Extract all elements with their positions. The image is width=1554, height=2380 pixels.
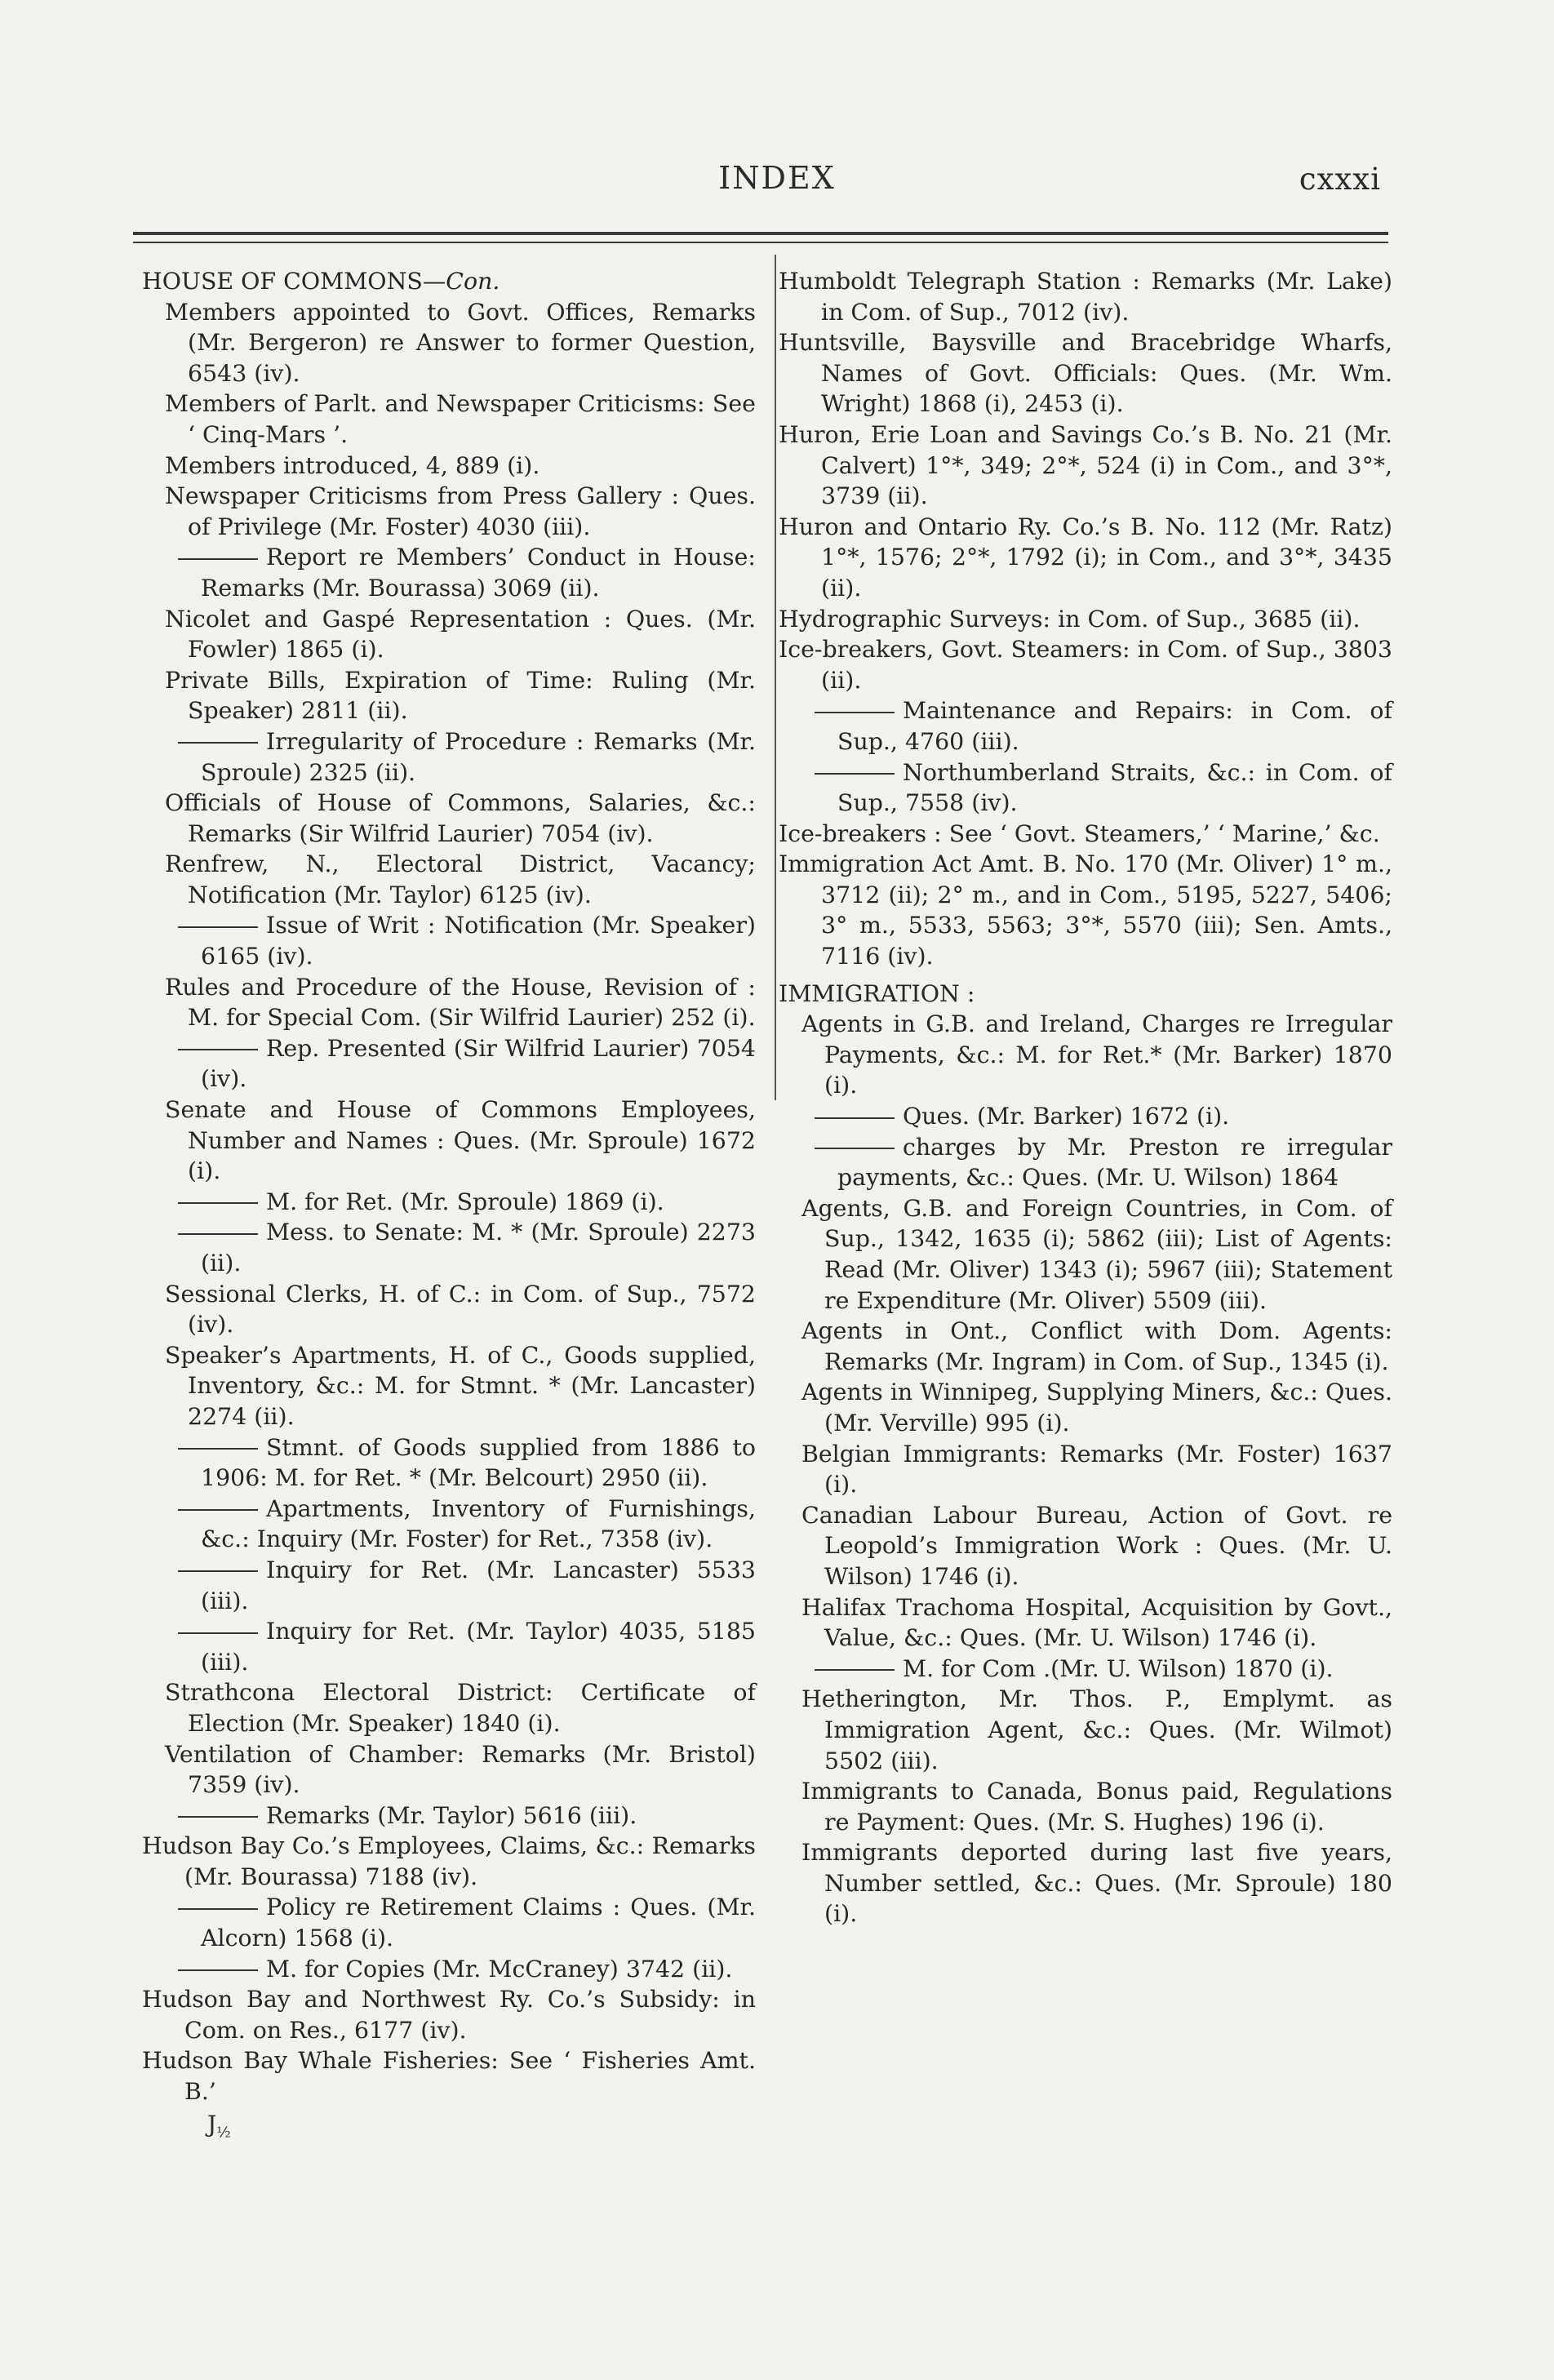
subentry-text: Issue of Writ : Notification (Mr. Speaker) 6165 (iv). [201, 912, 756, 970]
index-entry: Agents in G.B. and Ireland, Charges re Irregular Payments, &c.: M. for Ret.* (Mr. Barker) 1870 (i). [801, 1010, 1392, 1099]
left-column [142, 266, 756, 2147]
index-entry: Strathcona Electoral District: Certificate of Election (Mr. Speaker) 1840 (i). [165, 1679, 756, 1737]
index-entry: Huron and Ontario Ry. Co.’s B. No. 112 (Mr. Ratz) 1°*, 1576; 2°*, 1792 (i); in Com., and 3°*, 3435 (ii). [779, 513, 1392, 602]
subentry-text: Remarks (Mr. Taylor) 5616 (iii). [266, 1801, 637, 1829]
index-entry: Ventilation of Chamber: Remarks (Mr. Bristol) 7359 (iv). [165, 1740, 756, 1799]
index-entry: Agents, G.B. and Foreign Countries, in Com. of Sup., 1342, 1635 (i); 5862 (iii); List of Agents: Read (Mr. Oliver) 1343 (i); 5967 (iii); Statement re Expenditure (Mr. Oliver) 5509 (iii). [801, 1194, 1392, 1314]
index-entry: Agents in Ont., Conflict with Dom. Agents: Remarks (Mr. Ingram) in Com. of Sup., 1345 (i). [801, 1317, 1392, 1375]
subentry-text: Irregularity of Procedure : Remarks (Mr. Sproule) 2325 (ii). [201, 727, 756, 786]
ditto-dash [178, 1969, 258, 1971]
index-subentry [142, 910, 756, 971]
signature-mark [207, 2111, 756, 2147]
index-subentry [142, 1432, 756, 1494]
right-column [779, 266, 1392, 1929]
index-entry: Hydrographic Surveys: in Com. of Sup., 3685 (ii). [779, 605, 1361, 633]
index-entry: Halifax Trachoma Hospital, Acquisition by Govt., Value, &c.: Ques. (Mr. U. Wilson) 1746 (i). [801, 1593, 1392, 1652]
subentry-text: Mess. to Senate: M. * (Mr. Sproule) 2273 (ii). [201, 1219, 756, 1277]
index-subentry [779, 1132, 1392, 1193]
index-entry: Immigrants to Canada, Bonus paid, Regulations re Payment: Ques. (Mr. S. Hughes) 196 (i). [801, 1778, 1392, 1836]
subentry-text: Maintenance and Repairs: in Com. of Sup., 4760 (iii). [837, 697, 1392, 755]
index-entry: Members introduced, 4, 889 (i). [165, 451, 540, 479]
ditto-dash [815, 1148, 895, 1149]
index-entry: Senate and House of Commons Employees, Number and Names : Ques. (Mr. Sproule) 1672 (i). [165, 1096, 756, 1185]
ditto-dash [178, 1509, 258, 1511]
ditto-dash [815, 1117, 895, 1119]
subentry-text: M. for Copies (Mr. McCraney) 3742 (ii). [266, 1955, 733, 1983]
subentry-text: Report re Members’ Conduct in House: Remarks (Mr. Bourassa) 3069 (ii). [201, 544, 756, 602]
index-entry: Hudson Bay and Northwest Ry. Co.’s Subsidy: in Com. on Res., 6177 (iv). [142, 1986, 756, 2044]
ditto-dash [178, 742, 258, 744]
index-entry: Huntsville, Baysville and Bracebridge Wharfs, Names of Govt. Officials: Ques. (Mr. Wm. Wright) 1868 (i), 2453 (i). [779, 329, 1392, 418]
column-divider [775, 255, 776, 1100]
page-title: INDEX [718, 160, 836, 196]
subentry-text: Inquiry for Ret. (Mr. Taylor) 4035, 5185 (iii). [201, 1618, 756, 1676]
ditto-dash [178, 558, 258, 560]
index-subentry [142, 1801, 756, 1832]
ditto-dash [815, 773, 895, 775]
ditto-dash [178, 926, 258, 928]
index-entry: Agents in Winnipeg, Supplying Miners, &c.: Ques. (Mr. Verville) 995 (i). [801, 1379, 1392, 1436]
index-subentry [142, 1033, 756, 1095]
ditto-dash [178, 1233, 258, 1235]
index-entry: Renfrew, N., Electoral District, Vacancy; Notification (Mr. Taylor) 6125 (iv). [165, 850, 756, 908]
index-entry: Officials of House of Commons, Salaries, &c.: Remarks (Sir Wilfrid Laurier) 7054 (iv). [165, 789, 756, 847]
subentry-text: M. for Ret. (Mr. Sproule) 1869 (i). [266, 1188, 664, 1215]
index-entry: Huron, Erie Loan and Savings Co.’s B. No. 21 (Mr. Calvert) 1°*, 349; 2°*, 524 (i) in Com., and 3°*, 3739 (ii). [779, 420, 1392, 510]
index-entry: Hudson Bay Co.’s Employees, Claims, &c.: Remarks (Mr. Bourassa) 7188 (iv). [142, 1832, 756, 1890]
index-subentry [142, 1954, 756, 1985]
section-heading [142, 266, 756, 297]
index-entry: Immigrants deported during last five years, Number settled, &c.: Ques. (Mr. Sproule) 180 (i). [801, 1839, 1392, 1928]
index-subentry [142, 726, 756, 788]
index-entry: Members of Parlt. and Newspaper Criticisms: See ‘ Cinq-Mars ’. [165, 390, 756, 448]
index-subentry [142, 1494, 756, 1555]
index-entry: Speaker’s Apartments, H. of C., Goods supplied, Inventory, &c.: M. for Stmnt. * (Mr. Lancaster) 2274 (ii). [165, 1341, 756, 1430]
index-subentry [779, 695, 1392, 757]
index-subentry [779, 1101, 1392, 1132]
index-subentry [142, 1217, 756, 1278]
signature-mark-letter: J [207, 2110, 217, 2138]
ditto-dash [178, 1202, 258, 1204]
subentry-text: Northumberland Straits, &c.: in Com. of Sup., 7558 (iv). [837, 758, 1392, 817]
index-entry: Hetherington, Mr. Thos. P., Emplymt. as Immigration Agent, &c.: Ques. (Mr. Wilmot) 5502 (iii). [801, 1685, 1392, 1774]
index-entry: Canadian Labour Bureau, Action of Govt. re Leopold’s Immigration Work : Ques. (Mr. U. Wilson) 1746 (i). [801, 1501, 1392, 1590]
index-entry: Humboldt Telegraph Station : Remarks (Mr. Lake) in Com. of Sup., 7012 (iv). [779, 268, 1392, 326]
index-subentry [142, 1892, 756, 1953]
index-entry: Hudson Bay Whale Fisheries: See ‘ Fisheries Amt. B.’ [142, 2047, 756, 2106]
index-entry: Members appointed to Govt. Offices, Remarks (Mr. Bergeron) re Answer to former Question, 6543 (iv). [165, 298, 756, 387]
ditto-dash [178, 1816, 258, 1818]
immigration-heading: IMMIGRATION : [779, 979, 975, 1007]
ditto-dash [178, 1570, 258, 1572]
signature-mark-fraction: ½ [216, 2124, 231, 2142]
index-entry: Private Bills, Expiration of Time: Ruling (Mr. Speaker) 2811 (ii). [165, 666, 756, 725]
index-entry: Immigration Act Amt. B. No. 170 (Mr. Oliver) 1° m., 3712 (ii); 2° m., and in Com., 5195, 5227, 5406; 3° m., 5533, 5563; 3°*, 5570 (iii); Sen. Amts., 7116 (iv). [779, 850, 1392, 970]
header-rule-thin [133, 242, 1388, 243]
index-entry: Newspaper Criticisms from Press Gallery : Ques. of Privilege (Mr. Foster) 4030 (iii). [165, 482, 756, 540]
index-entry: Ice-breakers, Govt. Steamers: in Com. of Sup., 3803 (ii). [779, 636, 1392, 694]
subentry-text: Apartments, Inventory of Furnishings, &c.: Inquiry (Mr. Foster) for Ret., 7358 (iv). [201, 1494, 756, 1553]
index-entry: Rules and Procedure of the House, Revision of : M. for Special Com. (Sir Wilfrid Laurier) 252 (i). [165, 973, 756, 1032]
index-entry: Belgian Immigrants: Remarks (Mr. Foster) 1637 (i). [801, 1440, 1392, 1499]
subentry-text: Stmnt. of Goods supplied from 1886 to 1906: M. for Ret. * (Mr. Belcourt) 2950 (ii). [201, 1433, 756, 1492]
index-subentry [142, 1616, 756, 1677]
subentry-text: Ques. (Mr. Barker) 1672 (i). [903, 1103, 1230, 1130]
index-subentry [779, 1654, 1392, 1685]
subentry-text: Inquiry for Ret. (Mr. Lancaster) 5533 (iii). [201, 1556, 756, 1614]
ditto-dash [815, 1669, 895, 1671]
section-heading-suffix: Con. [446, 268, 500, 295]
subentry-text: M. for Com .(Mr. U. Wilson) 1870 (i). [903, 1654, 1334, 1682]
ditto-dash [178, 1632, 258, 1634]
ditto-dash [178, 1908, 258, 1910]
index-entry: Nicolet and Gaspé Representation : Ques. (Mr. Fowler) 1865 (i). [165, 605, 756, 664]
index-subentry [142, 542, 756, 603]
subentry-text: Rep. Presented (Sir Wilfrid Laurier) 7054 (iv). [201, 1034, 756, 1093]
page-number: cxxxi [1299, 162, 1381, 197]
index-entry: Sessional Clerks, H. of C.: in Com. of Sup., 7572 (iv). [165, 1280, 756, 1339]
index-subentry [142, 1187, 756, 1218]
section-heading-text: HOUSE OF COMMONS— [142, 268, 446, 295]
header-rule-thick [133, 232, 1388, 235]
subentry-text: Policy re Retirement Claims : Ques. (Mr. Alcorn) 1568 (i). [201, 1894, 756, 1952]
index-subentry [142, 1555, 756, 1616]
index-entry: Ice-breakers : See ‘ Govt. Steamers,’ ‘ Marine,’ &c. [779, 819, 1380, 847]
subentry-text: charges by Mr. Preston re irregular payments, &c.: Ques. (Mr. U. Wilson) 1864 [837, 1133, 1392, 1192]
ditto-dash [178, 1049, 258, 1050]
ditto-dash [815, 712, 895, 713]
index-subentry [779, 757, 1392, 819]
ditto-dash [178, 1448, 258, 1450]
